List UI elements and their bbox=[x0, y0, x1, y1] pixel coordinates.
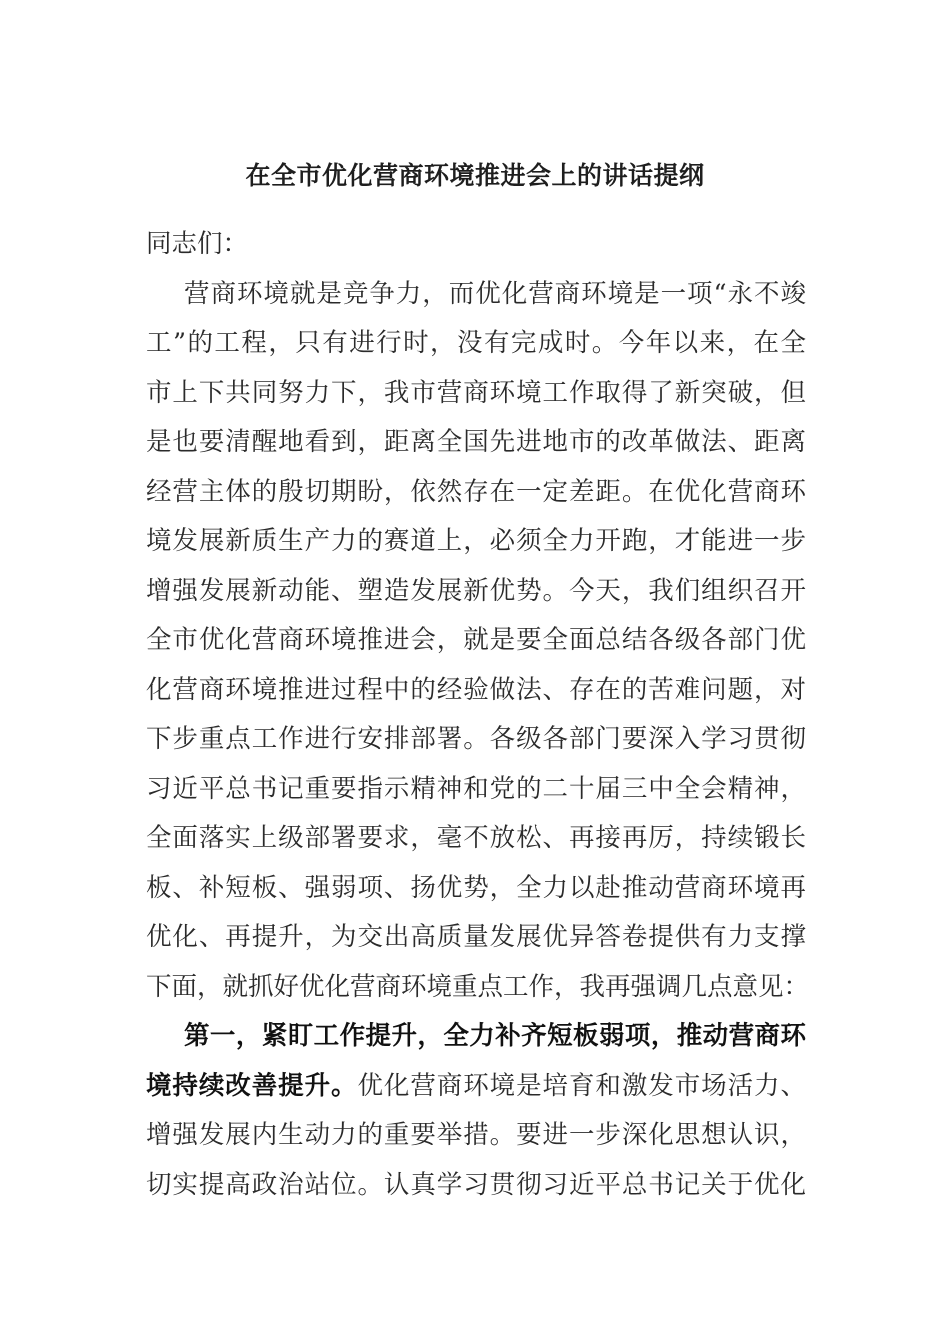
paragraph-line: 经营主体的殷切期盼，依然存在一定差距。在优化营商环 bbox=[146, 476, 806, 507]
paragraph-line: 全面落实上级部署要求，毫不放松、再接再厉，持续锻长 bbox=[146, 823, 806, 853]
section-heading-end: 境持续改善提升。 bbox=[146, 1070, 358, 1101]
greeting: 同志们： bbox=[146, 229, 249, 259]
paragraph-line: 营商环境就是竞争力，而优化营商环境是一项“永不竣 bbox=[184, 278, 806, 309]
paragraph-line: 下面，就抓好优化营商环境重点工作，我再强调几点意见： bbox=[146, 971, 810, 1002]
section-heading-continuation bbox=[146, 1062, 806, 1112]
document-title: 在全市优化营商环境推进会上的讲话提纲 bbox=[245, 161, 705, 190]
paragraph-line: 境发展新质生产力的赛道上，必须全力开跑，才能进一步 bbox=[146, 526, 806, 556]
paragraph-line: 是也要清醒地看到，距离全国先进地市的改革做法、距离 bbox=[146, 427, 806, 457]
paragraph-line: 切实提高政治站位。认真学习贯彻习近平总书记关于优化 bbox=[146, 1169, 806, 1200]
paragraph-line: 全市优化营商环境推进会，就是要全面总结各级各部门优 bbox=[146, 625, 806, 655]
section-heading: 第一，紧盯工作提升，全力补齐短板弱项，推动营商环 bbox=[184, 1021, 806, 1051]
paragraph-line: 工”的工程，只有进行时，没有完成时。今年以来，在全 bbox=[146, 328, 806, 358]
paragraph-line: 化营商环境推进过程中的经验做法、存在的苦难问题，对 bbox=[146, 674, 806, 705]
paragraph-line: 习近平总书记重要指示精神和党的二十届三中全会精神， bbox=[146, 773, 806, 804]
paragraph-line: 增强发展新动能、塑造发展新优势。今天，我们组织召开 bbox=[146, 575, 806, 606]
paragraph-line: 优化、再提升，为交出高质量发展优异答卷提供有力支撑 bbox=[146, 922, 806, 952]
paragraph-line: 板、补短板、强弱项、扬优势，全力以赴推动营商环境再 bbox=[146, 872, 806, 903]
document-body bbox=[146, 220, 810, 1210]
section-text: 优化营商环境是培育和激发市场活力、 bbox=[357, 1070, 806, 1101]
paragraph-line: 下步重点工作进行安排部署。各级各部门要深入学习贯彻 bbox=[146, 724, 806, 754]
paragraph-line: 市上下共同努力下，我市营商环境工作取得了新突破，但 bbox=[146, 377, 806, 408]
paragraph-line: 增强发展内生动力的重要举措。要进一步深化思想认识， bbox=[146, 1120, 806, 1150]
